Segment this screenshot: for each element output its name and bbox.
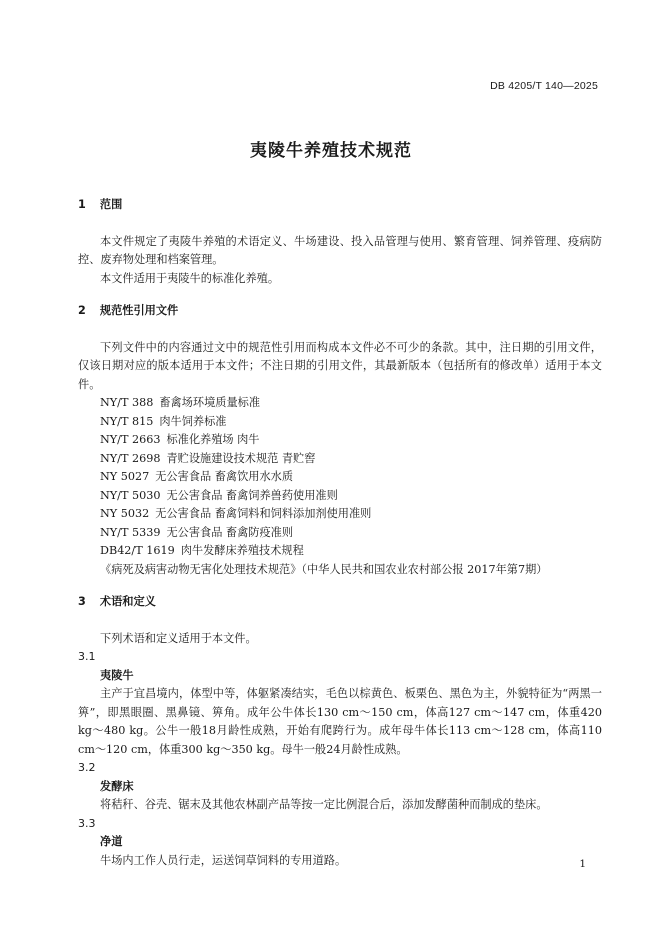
section-title: 术语和定义 <box>99 595 156 608</box>
section-heading-scope <box>78 196 602 215</box>
reference-code: NY 5032 <box>100 507 150 520</box>
term-definition: 牛场内工作人员行走，运送饲草饲料的专用道路。 <box>100 853 347 867</box>
reference-title: 无公害食品 畜禽饲料和饲料添加剂使用准则 <box>155 507 372 520</box>
section-number: 2 <box>78 304 86 317</box>
reference-item <box>78 450 602 469</box>
reference-title: 标准化养殖场 肉牛 <box>166 433 260 446</box>
reference-code: NY/T 5030 <box>100 488 161 502</box>
section-number: 3 <box>78 595 86 608</box>
paragraph: 下列文件中的内容通过文中的规范性引用而构成本文件必不可少的条款。其中，注日期的引用文件，仅该日期对应的版本适用于本文件；不注日期的引用文件，其最新版本（包括所有的修改单）适用于本文件。 <box>78 340 602 391</box>
document-code: DB 4205/T 140—2025 <box>490 80 598 92</box>
reference-code: NY/T 815 <box>100 414 154 428</box>
section-title: 范围 <box>99 198 123 211</box>
reference-item <box>78 431 602 450</box>
paragraph: 本文件规定了夷陵牛养殖的术语定义、牛场建设、投入品管理与使用、繁育管理、饲养管理、疫病防控、废弃物处理和档案管理。 <box>78 234 602 266</box>
reference-title: 无公害食品 畜禽饮用水水质 <box>155 470 294 483</box>
reference-title: 《病死及病害动物无害化处理技术规范》（中华人民共和国农业农村部公报 2017年第7期） <box>100 562 548 576</box>
reference-item <box>78 468 602 487</box>
term-number: 3.2 <box>78 761 96 774</box>
reference-item <box>78 561 602 580</box>
term-number: 3.1 <box>78 650 96 663</box>
term-number: 3.3 <box>78 816 96 830</box>
document-body <box>78 196 602 870</box>
reference-item <box>78 524 602 543</box>
section-heading-terms <box>78 593 602 612</box>
reference-item <box>78 413 602 432</box>
document-title: 夷陵牛养殖技术规范 <box>250 141 412 161</box>
reference-code: DB42/T 1619 <box>100 544 175 557</box>
reference-code: NY/T 388 <box>100 396 154 409</box>
reference-code: NY 5027 <box>100 470 150 483</box>
section-heading-normative <box>78 302 602 321</box>
section-title: 规范性引用文件 <box>99 304 179 317</box>
term-definition: 主产于宜昌境内，体型中等，体躯紧凑结实，毛色以棕黄色、板栗色、黑色为主，外貌特征为“两黑一箅”，即黑眼圈、黑鼻镜、箅角。成年公牛体长130 cm～150 cm，体高127 cm～147 cm，体重420 kg～480 kg。公牛一般18月龄性成熟，开始有爬跨行为。成年母牛体长113 cm～128 cm，体高110 cm～120 cm，体重300 kg～350 kg。母牛一般24月龄性成熟。 <box>78 687 602 756</box>
reference-item <box>78 394 602 413</box>
reference-code: NY/T 2698 <box>100 451 161 465</box>
paragraph: 下列术语和定义适用于本文件。 <box>100 631 257 645</box>
term-definition: 将秸秆、谷壳、锯末及其他农林副产品等按一定比例混合后，添加发酵菌种而制成的垫床。 <box>100 798 548 811</box>
term-name: 净道 <box>100 835 123 848</box>
reference-item <box>78 487 602 506</box>
reference-title: 肉牛饲养标准 <box>159 414 227 428</box>
reference-title: 肉牛发酵床养殖技术规程 <box>180 544 304 557</box>
page-number: 1 <box>579 858 586 870</box>
reference-item <box>78 505 602 524</box>
reference-item <box>78 542 602 561</box>
reference-code: NY/T 5339 <box>100 525 161 539</box>
reference-list <box>78 394 602 579</box>
section-number: 1 <box>78 198 86 211</box>
reference-title: 无公害食品 畜禽饲养兽药使用准则 <box>166 488 338 502</box>
term-name: 夷陵牛 <box>100 668 134 682</box>
reference-code: NY/T 2663 <box>100 433 161 446</box>
reference-title: 畜禽场环境质量标准 <box>159 396 261 409</box>
reference-title: 无公害食品 畜禽防疫准则 <box>166 525 294 539</box>
term-name: 发酵床 <box>100 779 134 793</box>
reference-title: 青贮设施建设技术规范 青贮窖 <box>166 451 316 465</box>
paragraph: 本文件适用于夷陵牛的标准化养殖。 <box>100 271 280 285</box>
